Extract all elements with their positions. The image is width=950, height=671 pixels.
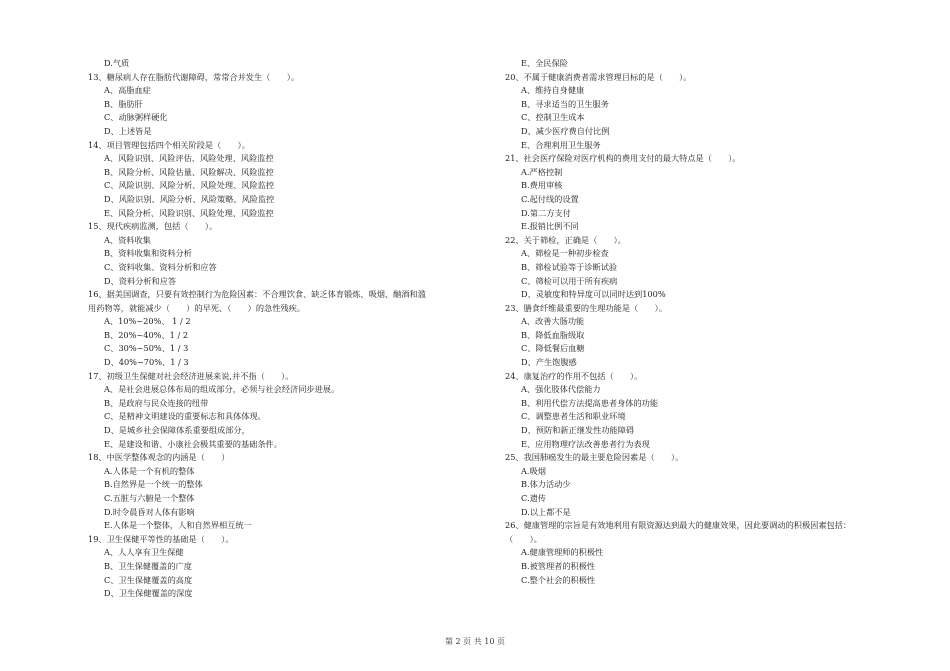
answer-option: C、风险识别、风险分析、风险处理、风险监控	[104, 180, 275, 191]
answer-option: A、维持自身健康	[521, 85, 585, 96]
answer-option: B.自然界是一个统一的整体	[104, 479, 203, 490]
answer-option: B、20%~40%、1 / 2	[104, 329, 189, 340]
answer-option: E.人体是一个整体，人和自然界相互统一	[104, 520, 252, 531]
question-text: 22、关于筛检，正确是（ ）。	[505, 234, 626, 245]
answer-option: A.严格控制	[521, 166, 563, 177]
answer-option: D.时令晨昏对人体有影响	[104, 506, 195, 517]
answer-option: A.人体是一个有机的整体	[104, 465, 195, 476]
answer-option: A、风险识别、风险评估、风险处理、风险监控	[104, 153, 274, 164]
answer-option: B.费用审核	[521, 180, 563, 191]
question-text: 17、初级卫生保健对社会经济进展来说,并不指（ ）。	[88, 370, 294, 381]
answer-option: D、是城乡社会保障体系重要组成部分，	[104, 425, 250, 436]
question-text: 19、卫生保健平等性的基础是（ ）。	[88, 533, 234, 544]
answer-option: B、寻求适当的卫生服务	[521, 98, 609, 109]
answer-option: B.被管理者的积极性	[521, 560, 596, 571]
answer-option: C.五脏与六腑是一个整体	[104, 493, 195, 503]
answer-option: B.体力活动少	[521, 479, 571, 490]
answer-option: D.第二方支付	[521, 207, 571, 218]
answer-option: A、人人享有卫生保健	[104, 547, 184, 558]
answer-option: C、降低餐后血糖	[521, 343, 585, 354]
question-text: 18、中医学整体观念的内涵是（ ）	[88, 452, 230, 463]
answer-option: E、全民保险	[521, 58, 568, 68]
answer-option: A、10%~20%、 1 / 2	[104, 316, 191, 327]
question-text: 26、健康管理的宗旨是有效地利用有限资源达到最大的健康效果，因此要调动的积极因素包括：	[505, 520, 852, 531]
question-text: 16、据美国调查，只要有效控制行为危险因素：不合理饮食、缺乏体育锻炼、吸烟、酗酒和滥	[88, 289, 426, 300]
question-text: 25、我国肺癌发生的最主要危险因素是（ ）。	[505, 452, 684, 463]
answer-option: C、卫生保健覆盖的高度	[104, 574, 193, 585]
answer-option: B、利用代偿方法提高患者身体的功能	[521, 397, 659, 408]
question-text: 23、膳食纤维最重要的生理功能是（ ）。	[505, 302, 667, 313]
answer-option: C、资料收集、资料分析和应答	[104, 261, 217, 272]
answer-option: C、控制卫生成本	[521, 112, 585, 123]
answer-option: C、调整患者生活和职业环境	[521, 411, 626, 422]
answer-option: D、风险识别、风险分析、风险策略、风险监控	[104, 193, 275, 204]
answer-option: A.吸烟	[521, 465, 546, 476]
answer-option: A、高脂血症	[104, 85, 151, 96]
question-text: 15、现代疾病监测，包括（ ）。	[88, 221, 218, 232]
answer-option: B、卫生保健覆盖的广度	[104, 560, 192, 571]
answer-option: C、动脉粥样硬化	[104, 112, 168, 123]
answer-option: D、产生饱腹感	[521, 357, 577, 368]
question-continuation: 用药物等，就能减少（ ）的早死、（ ）的急性残疾。	[88, 302, 305, 313]
question-continuation: （ ）。	[505, 533, 542, 544]
answer-option: A、是社会进展总体布局的组成部分，必须与社会经济同步进展。	[104, 384, 340, 395]
answer-option: E、风险分析、风险识别、风险处理、风险监控	[104, 207, 274, 218]
answer-option: E、应用物理疗法改善患者行为表现	[521, 438, 650, 449]
question-text: 21、社会医疗保险对医疗机构的费用支付的最大特点是（ ）。	[505, 153, 741, 164]
answer-option: E、合理利用卫生服务	[521, 139, 601, 150]
answer-option: D、灵敏度和特异度可以同时达到100%	[521, 289, 666, 300]
answer-option: D、40%~70%、1 / 3	[104, 357, 189, 368]
answer-option: D.气质	[104, 58, 130, 68]
answer-option: B、降低血脂级取	[521, 329, 585, 340]
answer-option: A、改善大肠功能	[521, 316, 585, 327]
question-text: 14、项目管理包括四个相关阶段是（ ）。	[88, 139, 250, 150]
answer-option: C、筛检可以用于所有疾病	[521, 275, 618, 286]
answer-option: B、是政府与民众连接的纽带	[104, 397, 209, 408]
answer-option: C、30%~50%、1 / 3	[104, 343, 189, 354]
answer-option: B、筛检试验等于诊断试验	[521, 261, 618, 272]
answer-option: A、强化肢体代偿能力	[521, 384, 601, 395]
answer-option: D、预防和新正继发性功能障碍	[521, 425, 635, 436]
answer-option: D、减少医疗费自付比例	[521, 125, 610, 136]
page-footer: 第 2 页 共 10 页	[445, 637, 505, 646]
answer-option: A、资料收集	[104, 234, 151, 245]
answer-option: C.起付线的设置	[521, 193, 579, 204]
answer-option: C.整个社会的积极性	[521, 574, 596, 585]
answer-option: D、资料分析和应答	[104, 275, 177, 286]
right-column	[505, 57, 905, 587]
question-text: 24、康复治疗的作用不包括（ ）。	[505, 370, 643, 381]
question-text: 13、糖尿病人存在脂肪代谢障碍，常常合并发生（ ）。	[88, 71, 300, 82]
answer-option: D、上述皆是	[104, 125, 152, 136]
answer-option: C.遗传	[521, 493, 546, 503]
answer-option: B、风险分析、风险估量、风险解决、风险监控	[104, 166, 274, 177]
answer-option: B、脂肪肝	[104, 98, 143, 109]
answer-option: D.以上都不是	[521, 506, 571, 517]
question-text: 20、不属于健康消费者需求管理目标的是（ ）。	[505, 71, 692, 82]
left-column	[88, 57, 488, 601]
answer-option: E、是建设和谐、小康社会极其重要的基础条件。	[104, 438, 282, 449]
answer-option: A、筛检是一种初步检查	[521, 248, 609, 259]
answer-option: B、资料收集和资料分析	[104, 248, 192, 259]
answer-option: E.报销比例不同	[521, 221, 579, 232]
answer-option: C、是精神文明建设的重要标志和具体体现。	[104, 411, 266, 422]
answer-option: A.健康管理师的积极性	[521, 547, 604, 558]
answer-option: D、卫生保健覆盖的深度	[104, 588, 193, 599]
